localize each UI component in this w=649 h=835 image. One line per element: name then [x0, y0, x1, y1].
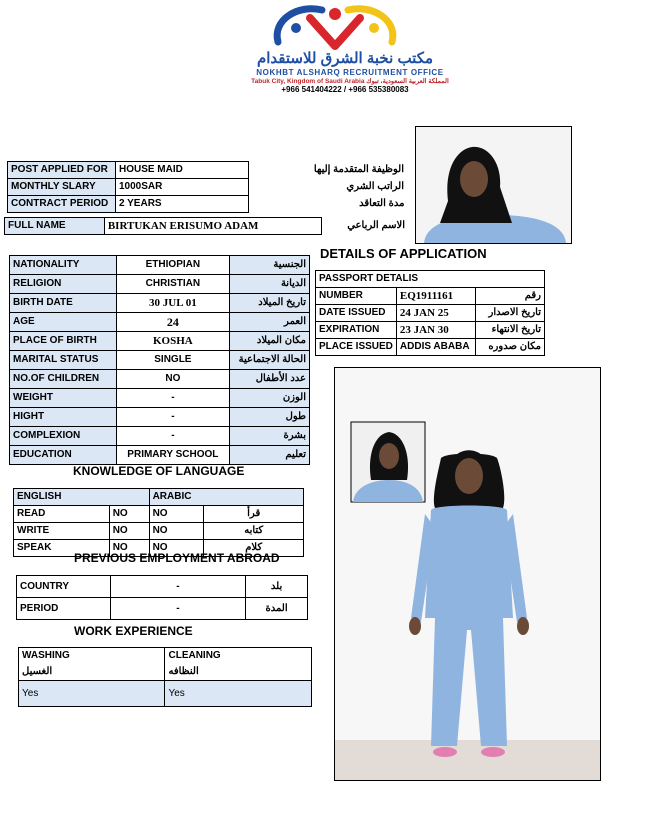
- read-label-ar: قرأ: [204, 506, 304, 523]
- children-label-ar: عدد الأطفال: [230, 370, 310, 389]
- read-label: READ: [14, 506, 110, 523]
- place-of-birth-label-ar: مكان الميلاد: [230, 332, 310, 351]
- english-column-header: ENGLISH: [14, 489, 150, 506]
- table-row: [14, 506, 304, 523]
- read-arabic-value: NO: [149, 506, 204, 523]
- table-row: [17, 598, 308, 620]
- passport-table: [315, 270, 545, 356]
- education-label-ar: تعليم: [230, 446, 310, 465]
- cleaning-value: Yes: [165, 681, 312, 707]
- headshot-photo: [415, 126, 572, 244]
- place-of-birth-label: PLACE OF BIRTH: [10, 332, 117, 351]
- write-label: WRITE: [14, 523, 110, 540]
- children-value: NO: [116, 370, 230, 389]
- table-row: [10, 275, 310, 294]
- employment-title: PREVIOUS EMPLOYMENT ABROAD: [74, 551, 280, 565]
- salary-label: MONTHLY SLARY: [8, 179, 116, 196]
- age-label: AGE: [10, 313, 117, 332]
- table-row: [19, 664, 312, 681]
- table-row: [10, 446, 310, 465]
- speak-arabic-value: NO: [149, 540, 204, 557]
- office-name-arabic: مكتب نخبة الشرق للاستقدام: [256, 50, 434, 67]
- table-row: [8, 196, 408, 213]
- table-row: [5, 218, 409, 235]
- religion-value: CHRISTIAN: [116, 275, 230, 294]
- birth-date-label-ar: تاريخ الميلاد: [230, 294, 310, 313]
- period-label: PERIOD: [17, 598, 111, 620]
- passport-number-label: NUMBER: [316, 288, 397, 305]
- country-label-ar: بلد: [246, 576, 308, 598]
- weight-label-ar: الوزن: [230, 389, 310, 408]
- company-logo-icon: [270, 2, 400, 54]
- table-row: [316, 339, 545, 356]
- place-issued-label-ar: مكان صدوره: [476, 339, 545, 356]
- write-english-value: NO: [109, 523, 149, 540]
- expiration-value: 23 JAN 30: [396, 322, 476, 339]
- arabic-column-header: ARABIC: [149, 489, 303, 506]
- marital-status-label: MARITAL STATUS: [10, 351, 117, 370]
- complexion-label: COMPLEXION: [10, 427, 117, 446]
- country-value: -: [110, 576, 245, 598]
- period-value: -: [110, 598, 245, 620]
- place-of-birth-value: KOSHA: [116, 332, 230, 351]
- marital-status-label-ar: الحالة الاجتماعية: [230, 351, 310, 370]
- height-label: HIGHT: [10, 408, 117, 427]
- experience-title: WORK EXPERIENCE: [74, 624, 193, 638]
- complexion-value: -: [116, 427, 230, 446]
- speak-label-ar: كلام: [204, 540, 304, 557]
- table-row: [316, 322, 545, 339]
- passport-title: PASSPORT DETALIS: [316, 271, 545, 288]
- full-name-value: BIRTUKAN ERISUMO ADAM: [104, 218, 321, 235]
- nationality-label: NATIONALITY: [10, 256, 117, 275]
- table-row: [316, 271, 545, 288]
- contract-label: CONTRACT PERIOD: [8, 196, 116, 213]
- country-label: COUNTRY: [17, 576, 111, 598]
- table-row: [14, 523, 304, 540]
- table-row: [10, 332, 310, 351]
- weight-label: WEIGHT: [10, 389, 117, 408]
- speak-label: SPEAK: [14, 540, 110, 557]
- age-value: 24: [116, 313, 230, 332]
- table-row: [10, 294, 310, 313]
- passport-number-label-ar: رقم: [476, 288, 545, 305]
- children-label: NO.OF CHILDREN: [10, 370, 117, 389]
- job-table: [7, 161, 408, 213]
- post-label-ar: الوظيفة المتقدمة إليها: [313, 164, 404, 175]
- washing-label-ar: الغسيل: [19, 664, 165, 681]
- table-row: [10, 389, 310, 408]
- language-table: [13, 488, 304, 557]
- table-row: [10, 427, 310, 446]
- table-row: [10, 256, 310, 275]
- birth-date-value: 30 JUL 01: [116, 294, 230, 313]
- place-issued-label: PLACE ISSUED: [316, 339, 397, 356]
- office-phones: +966 541404222 / +966 535380083: [281, 85, 409, 94]
- place-issued-value: ADDIS ABABA: [396, 339, 476, 356]
- employment-table: [16, 575, 308, 620]
- table-row: [10, 370, 310, 389]
- contract-value: 2 YEARS: [115, 196, 249, 213]
- table-row: [316, 288, 545, 305]
- table-row: [8, 179, 408, 196]
- applicant-headshot-icon: [416, 127, 571, 243]
- cleaning-label: CLEANING: [165, 648, 312, 665]
- header: [200, 0, 500, 98]
- date-issued-label: DATE ISSUED: [316, 305, 397, 322]
- washing-label: WASHING: [19, 648, 165, 665]
- post-value: HOUSE MAID: [115, 162, 249, 179]
- date-issued-label-ar: تاريخ الاصدار: [476, 305, 545, 322]
- write-label-ar: كتابه: [204, 523, 304, 540]
- applicant-full-body-icon: [335, 368, 600, 780]
- full-name-table: [4, 217, 408, 235]
- table-row: [316, 305, 545, 322]
- full-name-label: FULL NAME: [5, 218, 105, 235]
- table-row: [10, 408, 310, 427]
- nationality-label-ar: الجنسية: [230, 256, 310, 275]
- education-label: EDUCATION: [10, 446, 117, 465]
- post-label: POST APPLIED FOR: [8, 162, 116, 179]
- table-row: [10, 313, 310, 332]
- details-title: DETAILS OF APPLICATION: [320, 246, 487, 261]
- height-value: -: [116, 408, 230, 427]
- speak-english-value: NO: [109, 540, 149, 557]
- expiration-label: EXPIRATION: [316, 322, 397, 339]
- full-body-photo: [334, 367, 601, 781]
- personal-details-table: [9, 255, 310, 465]
- period-label-ar: المدة: [246, 598, 308, 620]
- birth-date-label: BIRTH DATE: [10, 294, 117, 313]
- table-row: [14, 489, 304, 506]
- height-label-ar: طول: [230, 408, 310, 427]
- salary-value: 1000SAR: [115, 179, 249, 196]
- education-value: PRIMARY SCHOOL: [116, 446, 230, 465]
- office-name-english: NOKHBT ALSHARQ RECRUITMENT OFFICE: [256, 68, 444, 77]
- date-issued-value: 24 JAN 25: [396, 305, 476, 322]
- age-label-ar: العمر: [230, 313, 310, 332]
- full-name-label-ar: الاسم الرباعي: [347, 220, 405, 231]
- office-address: Tabuk City, Kingdom of Saudi Arabia المملكة العربية السعودية، تبوك: [251, 78, 449, 85]
- read-english-value: NO: [109, 506, 149, 523]
- language-title: KNOWLEDGE OF LANGUAGE: [73, 464, 245, 478]
- washing-value: Yes: [19, 681, 165, 707]
- table-row: [10, 351, 310, 370]
- experience-table: [18, 647, 312, 707]
- religion-label: RELIGION: [10, 275, 117, 294]
- complexion-label-ar: بشرة: [230, 427, 310, 446]
- nationality-value: ETHIOPIAN: [116, 256, 230, 275]
- contract-label-ar: مدة التعاقد: [359, 198, 405, 209]
- salary-label-ar: الراتب الشري: [346, 181, 404, 192]
- table-row: [8, 162, 408, 179]
- expiration-label-ar: تاريخ الانتهاء: [476, 322, 545, 339]
- write-arabic-value: NO: [149, 523, 204, 540]
- marital-status-value: SINGLE: [116, 351, 230, 370]
- passport-number-value: EQ1911161: [396, 288, 476, 305]
- weight-value: -: [116, 389, 230, 408]
- table-row: [19, 648, 312, 665]
- table-row: [17, 576, 308, 598]
- table-row: [19, 681, 312, 707]
- cleaning-label-ar: النظافه: [165, 664, 312, 681]
- religion-label-ar: الديانة: [230, 275, 310, 294]
